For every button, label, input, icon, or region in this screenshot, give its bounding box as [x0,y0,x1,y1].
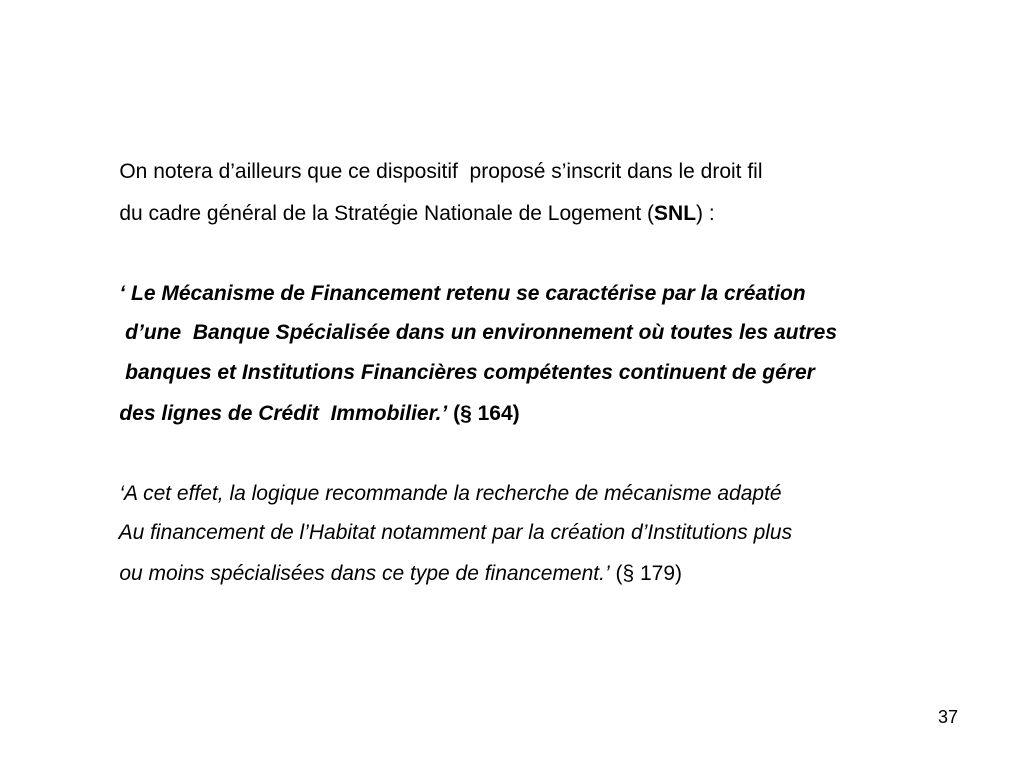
quote1-text-4: des lignes de Crédit Immobilier.’ [119,402,448,425]
quote2-line-3 [96,535,682,613]
quote2-reference: (§ 179) [609,562,682,585]
quote1-reference: (§ 164) [447,402,520,425]
quote1-line-4 [96,375,520,453]
intro-text-2-post: ) : [696,202,715,225]
quote2-text-2: Au financement de l’Habitat notamment par la création d’Institutions plus [118,521,793,544]
quote2-text-3: ou moins spécialisées dans ce type de financement.’ [119,562,610,585]
intro-line-2 [96,175,715,253]
quote1-text-2: d’une Banque Spécialisée dans un environnement où toutes les autres [119,321,838,344]
intro-text-1: On notera d’ailleurs que ce dispositif proposé s’inscrit dans le droit fil [119,160,763,183]
page-number: 37 [938,707,959,727]
quote1-text-1: ‘ Le Mécanisme de Financement retenu se caractérise par la création [119,282,806,305]
intro-text-2-pre: du cadre général de la Stratégie Nationale de Logement ( [119,202,655,225]
snl-acronym: SNL [654,202,697,225]
quote2-text-1: ‘A cet effet, la logique recommande la recherche de mécanisme adapté [119,482,782,505]
quote1-text-3: banques et Institutions Financières compétentes continuent de gérer [119,361,815,384]
